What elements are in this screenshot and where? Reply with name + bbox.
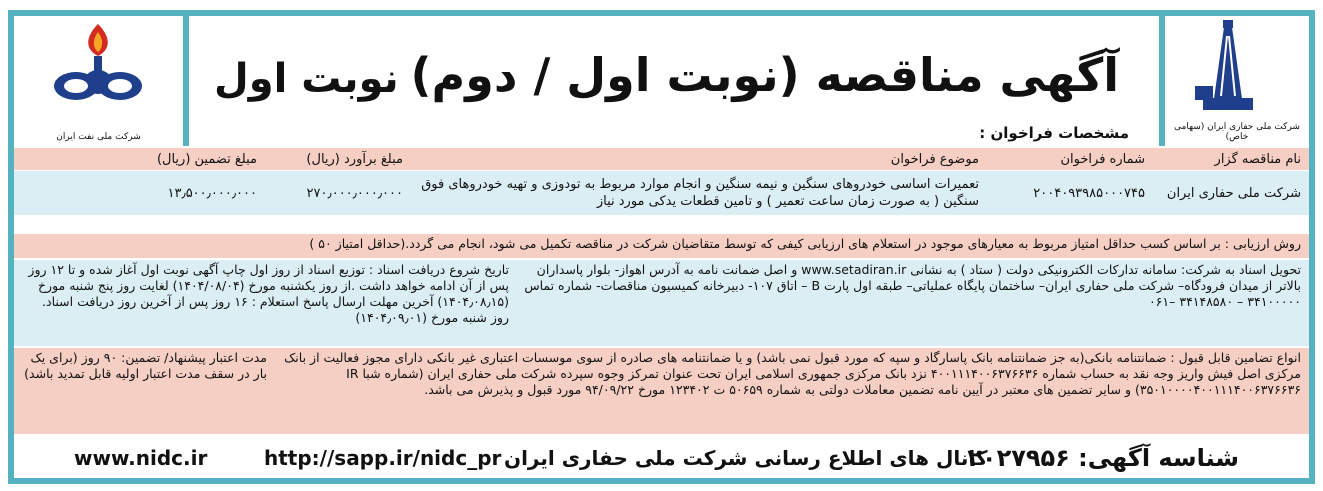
tender-table (14, 148, 1309, 215)
cell-number: ۲۰۰۴۰۹۳۹۸۵۰۰۰۷۴۵ (987, 171, 1153, 216)
channels-label: کانال های اطلاع رسانی شرکت ملی حفاری ایران (504, 446, 988, 470)
specs-label: مشخصات فراخوان : (979, 124, 1129, 142)
flame-icon (14, 16, 183, 116)
guarantee-validity: مدت اعتبار پیشنهاد/ تضمین: ۹۰ روز (برای یک بار در سقف مدت اعتبار اولیه قابل تمدید باشد) (24, 350, 267, 381)
docs-row (14, 260, 1309, 346)
cell-subject: تعمیرات اساسی خودروهای سنگین و نیمه سنگین و انجام موارد مربوط به تودوزی و تهیه خودروهای فوق سنگین ( به صورت زمان ساعت تعمیر ) و تامین قطعات یدکی مورد نیاز (411, 171, 987, 216)
ad-frame (8, 10, 1315, 484)
table-header-row (14, 148, 1309, 171)
site-url[interactable]: www.nidc.ir (74, 446, 208, 470)
col-subject: موضوع فراخوان (411, 148, 987, 171)
sapp-url[interactable]: http://sapp.ir/nidc_pr (264, 446, 502, 470)
col-number: شماره فراخوان (987, 148, 1153, 171)
col-estimate: مبلغ برآورد (ریال) (265, 148, 411, 171)
ad-title: آگهی مناقصه (نوبت اول / دوم) (410, 48, 1119, 102)
evaluation-row: روش ارزیابی : بر اساس کسب حداقل امتیاز مربوط به معیارهای موجود در استعلام های ارزیابی کیفی که توسط متقاضیان شرکت در مناقصه تکمیل می شود، انجام می گردد.(حداقل امتیاز ۵۰ ) (14, 234, 1309, 258)
guarantee-row (14, 348, 1309, 434)
nioc-logo (14, 16, 189, 146)
nioc-caption: شرکت ملی نفت ایران (56, 132, 141, 142)
nidc-logo (1159, 16, 1309, 146)
header (14, 16, 1309, 146)
ad-id: شناسه آگهی: ۲۰۲۷۹۵۶ (967, 444, 1239, 472)
col-guarantee: مبلغ تضمین (ریال) (14, 148, 265, 171)
cell-estimate: ۲۷۰٫۰۰۰٫۰۰۰٫۰۰۰ (265, 171, 411, 216)
docs-dates: تاریخ شروع دریافت اسناد : توزیع اسناد از روز اول چاپ آگهی نوبت اول آغاز شده و تا ۱۲ روز پس از آن ادامه خواهد داشت .از روز یکشنبه مورخ (۱۴۰۴/۰۸/۰۴) لغایت روز پنج شنبه مورخ (۱۴۰۴٫۰۸٫۱۵) آخرین مهلت ارسال پاسخ استعلام : ۱۶ روز پس از آخرین روز دریافت اسناد. روز شنبه مورخ (۱۴۰۴٫۰۹٫۰۱) (28, 262, 509, 325)
guarantee-types: انواع تضامین قابل قبول : ضمانتنامه بانکی(به جز ضمانتنامه بانک پاسارگاد و سپه که مورد قبول نمی باشد) و یا ضمانتنامه های صادره از سوی موسسات اعتباری غیر بانکی دارای مجوز فعالیت از بانک مرکزی اصل فیش واریز وجه نقد به حساب شماره ۴۰۰۱۱۱۴۰۰۶۳۷۶۶۳۶ نزد بانک مرکزی جمهوری اسلامی ایران تحت عنوان تمرکز وجوه سپرده شرکت ملی حفاری ایران (شماره شبا IR ۳۵۰۱۰۰۰۰۴۰۰۱۱۱۴۰۰۶۳۷۶۶۳۶) و سایر تضمین های معتبر در آیین نامه تضمین معاملات دولتی به شماره ۵۰۶۵۹ ت ۱۲۳۴۰۲ مورخ ۹۴/۰۹/۲۲ مورد قبول و پذیرش می باشد. (284, 350, 1301, 397)
cell-guarantee: ۱۳٫۵۰۰٫۰۰۰٫۰۰۰ (14, 171, 265, 216)
table-row (14, 171, 1309, 216)
nidc-caption: شرکت ملی حفاری ایران (سهامی خاص) (1174, 122, 1300, 142)
cell-tenderer: شرکت ملی حفاری ایران (1153, 171, 1309, 216)
footer (14, 436, 1309, 478)
docs-delivery: تحویل اسناد به شرکت: سامانه تدارکات الکترونیکی دولت ( ستاد ) به نشانی www.setadiran.ir و اصل ضمانت نامه به آدرس اهواز- بلوار پاسداران بالاتر از میدان فرودگاه– شرکت ملی حفاری ایران– ساختمان پایگاه عملیاتی– طبقه اول پارت B – اتاق ۱۰۷- دبیرخانه کمیسیون مناقصات- شماره تماس ۳۴۱۰۰۰۰۰ – ۳۴۱۴۸۵۸۰ –۰۶۱ (524, 262, 1301, 309)
col-tenderer: نام مناقصه گزار (1153, 148, 1309, 171)
drilling-rig-icon (1165, 16, 1309, 126)
round-label: نوبت اول (214, 56, 399, 102)
